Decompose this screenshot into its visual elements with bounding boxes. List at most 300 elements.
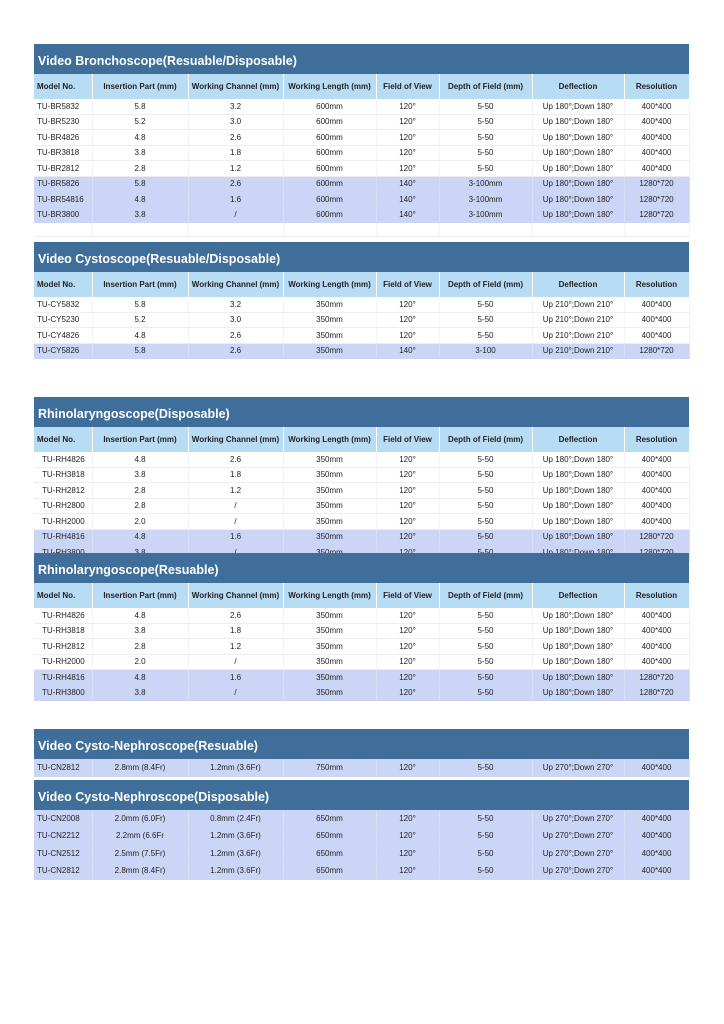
table-cell: 400*400 bbox=[624, 145, 689, 161]
table-cell: 5-50 bbox=[439, 862, 532, 880]
table-cell: 1280*720 bbox=[624, 176, 689, 192]
table-cell: 3.8 bbox=[92, 623, 188, 639]
table-cell: 2.8mm (8.4Fr) bbox=[92, 862, 188, 880]
table-cell: 4.8 bbox=[92, 328, 188, 344]
table-cell: 5.8 bbox=[92, 176, 188, 192]
table-cell: 650mm bbox=[283, 810, 376, 827]
table-cell: 400*400 bbox=[624, 514, 689, 530]
table-cell: 120° bbox=[376, 114, 439, 130]
table-cell: 5-50 bbox=[439, 845, 532, 863]
table-cell: 120° bbox=[376, 297, 439, 312]
table-cell: 1280*720 bbox=[624, 529, 689, 545]
table-cell: 1280*720 bbox=[624, 670, 689, 686]
column-header: Depth of Field (mm) bbox=[439, 583, 532, 608]
table-row bbox=[34, 467, 689, 483]
table-cell: 4.8 bbox=[92, 130, 188, 146]
table-row bbox=[34, 176, 689, 192]
table-cell: 5-50 bbox=[439, 114, 532, 130]
model-number-cell: TU-RH4826 bbox=[34, 608, 92, 623]
spec-table bbox=[34, 74, 690, 237]
table-cell: 400*400 bbox=[624, 312, 689, 328]
column-header: Depth of Field (mm) bbox=[439, 74, 532, 99]
spec-table bbox=[34, 272, 690, 359]
column-header: Resolution bbox=[624, 272, 689, 297]
table-row bbox=[34, 207, 689, 223]
table-cell: 2.0mm (6.0Fr) bbox=[92, 810, 188, 827]
table-cell: Up 270°;Down 270° bbox=[532, 827, 624, 845]
section-title: Rhinolaryngoscope(Resuable) bbox=[34, 553, 689, 583]
table-cell: Up 180°;Down 180° bbox=[532, 514, 624, 530]
table-cell: Up 270°;Down 270° bbox=[532, 845, 624, 863]
table-cell: 350mm bbox=[283, 343, 376, 359]
table-cell: 120° bbox=[376, 759, 439, 776]
table-cell: 400*400 bbox=[624, 827, 689, 845]
table-cell: 400*400 bbox=[624, 862, 689, 880]
table-cell: 5.8 bbox=[92, 99, 188, 114]
table-cell: 120° bbox=[376, 608, 439, 623]
table-cell: 1280*720 bbox=[624, 207, 689, 223]
table-cell: 4.8 bbox=[92, 452, 188, 467]
table-cell: 120° bbox=[376, 529, 439, 545]
model-number-cell: TU-CN2008 bbox=[34, 810, 92, 827]
table-row bbox=[34, 514, 689, 530]
table-cell: 1.6 bbox=[188, 192, 283, 208]
table-cell: 350mm bbox=[283, 312, 376, 328]
model-number-cell: TU-RH4816 bbox=[34, 529, 92, 545]
table-cell: 5-50 bbox=[439, 608, 532, 623]
section-rhinolaryngoscope-disposable bbox=[34, 397, 689, 561]
spec-table bbox=[34, 427, 690, 561]
table-cell: 120° bbox=[376, 161, 439, 177]
model-number-cell: TU-CN2212 bbox=[34, 827, 92, 845]
table-cell: 600mm bbox=[283, 192, 376, 208]
table-cell: Up 180°;Down 180° bbox=[532, 467, 624, 483]
table-cell: 2.6 bbox=[188, 328, 283, 344]
table-cell: 5.8 bbox=[92, 343, 188, 359]
table-cell: 1280*720 bbox=[624, 192, 689, 208]
table-cell bbox=[439, 223, 532, 237]
section-cysto-nephroscope-disposable bbox=[34, 780, 689, 880]
table-cell: 120° bbox=[376, 862, 439, 880]
table-cell: Up 180°;Down 180° bbox=[532, 192, 624, 208]
table-cell: 5-50 bbox=[439, 639, 532, 655]
model-number-cell: TU-BR5230 bbox=[34, 114, 92, 130]
table-cell: 5-50 bbox=[439, 529, 532, 545]
table-row bbox=[34, 685, 689, 701]
model-number-cell: TU-CY5230 bbox=[34, 312, 92, 328]
model-number-cell: TU-CY5826 bbox=[34, 343, 92, 359]
column-header: Model No. bbox=[34, 427, 92, 452]
table-cell: 120° bbox=[376, 685, 439, 701]
table-cell: Up 270°;Down 270° bbox=[532, 862, 624, 880]
column-header: Resolution bbox=[624, 427, 689, 452]
table-cell: 3-100 bbox=[439, 343, 532, 359]
table-cell: 5-50 bbox=[439, 452, 532, 467]
table-cell bbox=[92, 223, 188, 237]
model-number-cell: TU-CN2512 bbox=[34, 845, 92, 863]
table-cell: Up 180°;Down 180° bbox=[532, 452, 624, 467]
table-cell: / bbox=[188, 498, 283, 514]
table-cell: 650mm bbox=[283, 845, 376, 863]
section-title: Video Cystoscope(Resuable/Disposable) bbox=[34, 242, 689, 272]
table-cell: / bbox=[188, 654, 283, 670]
table-row bbox=[34, 670, 689, 686]
table-row bbox=[34, 312, 689, 328]
table-row bbox=[34, 759, 689, 776]
table-cell: 3.8 bbox=[92, 207, 188, 223]
table-cell: 120° bbox=[376, 312, 439, 328]
model-number-cell: TU-CN2812 bbox=[34, 862, 92, 880]
table-cell: 5-50 bbox=[439, 297, 532, 312]
table-row bbox=[34, 608, 689, 623]
column-header: Resolution bbox=[624, 583, 689, 608]
column-header: Model No. bbox=[34, 74, 92, 99]
table-cell: 5-50 bbox=[439, 99, 532, 114]
table-row bbox=[34, 328, 689, 344]
column-header: Working Length (mm) bbox=[283, 427, 376, 452]
table-cell: 600mm bbox=[283, 99, 376, 114]
column-header: Deflection bbox=[532, 583, 624, 608]
table-cell: / bbox=[188, 514, 283, 530]
model-number-cell: TU-RH4826 bbox=[34, 452, 92, 467]
table-cell: 600mm bbox=[283, 114, 376, 130]
table-cell: 400*400 bbox=[624, 498, 689, 514]
table-cell: 120° bbox=[376, 130, 439, 146]
table-cell: 2.8mm (8.4Fr) bbox=[92, 759, 188, 776]
table-cell: 350mm bbox=[283, 297, 376, 312]
table-cell: 120° bbox=[376, 827, 439, 845]
table-cell bbox=[376, 223, 439, 237]
table-row bbox=[34, 343, 689, 359]
model-number-cell: TU-RH2812 bbox=[34, 639, 92, 655]
table-cell: 1.6 bbox=[188, 529, 283, 545]
table-cell: 650mm bbox=[283, 827, 376, 845]
table-cell: 350mm bbox=[283, 608, 376, 623]
column-header: Insertion Part (mm) bbox=[92, 427, 188, 452]
table-cell: 120° bbox=[376, 99, 439, 114]
table-cell: Up 180°;Down 180° bbox=[532, 685, 624, 701]
column-header: Depth of Field (mm) bbox=[439, 272, 532, 297]
table-cell: Up 210°;Down 210° bbox=[532, 343, 624, 359]
table-cell: 400*400 bbox=[624, 639, 689, 655]
table-cell: 5-50 bbox=[439, 161, 532, 177]
table-row bbox=[34, 845, 689, 863]
table-cell: 2.2mm (6.6Fr bbox=[92, 827, 188, 845]
table-cell: Up 270°;Down 270° bbox=[532, 759, 624, 776]
table-cell: 5-50 bbox=[439, 670, 532, 686]
model-number-cell: TU-CY5832 bbox=[34, 297, 92, 312]
column-header: Resolution bbox=[624, 74, 689, 99]
header-row bbox=[34, 272, 689, 297]
table-cell bbox=[188, 223, 283, 237]
table-cell: 120° bbox=[376, 498, 439, 514]
table-cell: 400*400 bbox=[624, 654, 689, 670]
table-cell: 3.2 bbox=[188, 99, 283, 114]
table-cell: 5-50 bbox=[439, 810, 532, 827]
table-cell: 350mm bbox=[283, 483, 376, 499]
table-cell: 2.8 bbox=[92, 483, 188, 499]
table-cell: Up 180°;Down 180° bbox=[532, 654, 624, 670]
section-rhinolaryngoscope-resuable bbox=[34, 553, 689, 701]
table-cell: 1.2 bbox=[188, 161, 283, 177]
table-cell: Up 180°;Down 180° bbox=[532, 529, 624, 545]
spec-table bbox=[34, 759, 690, 777]
table-row bbox=[34, 223, 689, 237]
table-cell: 5.8 bbox=[92, 297, 188, 312]
section-title: Video Cysto-Nephroscope(Resuable) bbox=[34, 729, 689, 759]
table-cell: 400*400 bbox=[624, 452, 689, 467]
column-header: Depth of Field (mm) bbox=[439, 427, 532, 452]
model-number-cell: TU-BR5826 bbox=[34, 176, 92, 192]
table-cell: 120° bbox=[376, 145, 439, 161]
table-cell: Up 180°;Down 180° bbox=[532, 670, 624, 686]
column-header: Working Channel (mm) bbox=[188, 272, 283, 297]
header-row bbox=[34, 427, 689, 452]
table-cell: 1.2mm (3.6Fr) bbox=[188, 759, 283, 776]
table-cell: Up 180°;Down 180° bbox=[532, 207, 624, 223]
column-header: Field of View bbox=[376, 427, 439, 452]
table-cell: 5.2 bbox=[92, 312, 188, 328]
table-cell: 120° bbox=[376, 654, 439, 670]
table-row bbox=[34, 623, 689, 639]
table-cell: 400*400 bbox=[624, 608, 689, 623]
table-cell: 400*400 bbox=[624, 161, 689, 177]
table-cell: 5-50 bbox=[439, 685, 532, 701]
table-cell: 2.8 bbox=[92, 639, 188, 655]
table-cell: 5.2 bbox=[92, 114, 188, 130]
table-cell: 1.8 bbox=[188, 145, 283, 161]
table-cell: / bbox=[188, 207, 283, 223]
table-cell: 400*400 bbox=[624, 297, 689, 312]
table-cell: 400*400 bbox=[624, 810, 689, 827]
table-cell: 2.0 bbox=[92, 654, 188, 670]
table-cell: 3.2 bbox=[188, 297, 283, 312]
table-cell: 350mm bbox=[283, 498, 376, 514]
table-cell: 400*400 bbox=[624, 759, 689, 776]
table-cell: 600mm bbox=[283, 145, 376, 161]
table-row bbox=[34, 192, 689, 208]
table-cell: 4.8 bbox=[92, 529, 188, 545]
column-header: Deflection bbox=[532, 74, 624, 99]
table-cell: 3-100mm bbox=[439, 207, 532, 223]
table-cell: Up 180°;Down 180° bbox=[532, 161, 624, 177]
section-title: Rhinolaryngoscope(Disposable) bbox=[34, 397, 689, 427]
table-cell: Up 210°;Down 210° bbox=[532, 297, 624, 312]
table-row bbox=[34, 145, 689, 161]
table-cell: 4.8 bbox=[92, 608, 188, 623]
table-cell: 600mm bbox=[283, 207, 376, 223]
section-video-cystoscope bbox=[34, 242, 689, 359]
table-cell: 140° bbox=[376, 192, 439, 208]
table-cell: 120° bbox=[376, 452, 439, 467]
table-cell: 400*400 bbox=[624, 99, 689, 114]
table-cell: 350mm bbox=[283, 328, 376, 344]
table-cell: 400*400 bbox=[624, 483, 689, 499]
table-cell: 350mm bbox=[283, 670, 376, 686]
table-cell: 5-50 bbox=[439, 483, 532, 499]
table-row bbox=[34, 99, 689, 114]
table-row bbox=[34, 827, 689, 845]
column-header: Working Length (mm) bbox=[283, 272, 376, 297]
section-video-bronchoscope bbox=[34, 44, 689, 237]
table-cell: Up 180°;Down 180° bbox=[532, 639, 624, 655]
table-cell: 2.8 bbox=[92, 498, 188, 514]
table-row bbox=[34, 297, 689, 312]
column-header: Working Length (mm) bbox=[283, 583, 376, 608]
table-cell: Up 180°;Down 180° bbox=[532, 176, 624, 192]
table-cell: 5-50 bbox=[439, 623, 532, 639]
table-cell: 350mm bbox=[283, 514, 376, 530]
table-cell: 350mm bbox=[283, 529, 376, 545]
table-cell: 600mm bbox=[283, 176, 376, 192]
table-cell: 750mm bbox=[283, 759, 376, 776]
table-cell: 140° bbox=[376, 207, 439, 223]
table-cell: 350mm bbox=[283, 452, 376, 467]
column-header: Field of View bbox=[376, 583, 439, 608]
table-cell: 5-50 bbox=[439, 654, 532, 670]
table-cell: 2.6 bbox=[188, 608, 283, 623]
table-cell: 5-50 bbox=[439, 145, 532, 161]
table-cell: 400*400 bbox=[624, 328, 689, 344]
spec-table bbox=[34, 583, 690, 701]
model-number-cell: TU-CN2812 bbox=[34, 759, 92, 776]
table-cell: Up 180°;Down 180° bbox=[532, 114, 624, 130]
table-row bbox=[34, 529, 689, 545]
table-cell: 5-50 bbox=[439, 312, 532, 328]
table-cell: 0.8mm (2.4Fr) bbox=[188, 810, 283, 827]
table-cell: 600mm bbox=[283, 130, 376, 146]
header-row bbox=[34, 583, 689, 608]
table-row bbox=[34, 114, 689, 130]
model-number-cell: TU-BR4826 bbox=[34, 130, 92, 146]
table-cell: 1.8 bbox=[188, 623, 283, 639]
model-number-cell: TU-BR3818 bbox=[34, 145, 92, 161]
table-row bbox=[34, 639, 689, 655]
table-cell: 1.2 bbox=[188, 639, 283, 655]
column-header: Working Channel (mm) bbox=[188, 427, 283, 452]
table-cell: 120° bbox=[376, 623, 439, 639]
table-cell: 4.8 bbox=[92, 670, 188, 686]
model-number-cell: TU-BR54816 bbox=[34, 192, 92, 208]
table-cell: 2.6 bbox=[188, 130, 283, 146]
table-cell: 600mm bbox=[283, 161, 376, 177]
table-cell: Up 180°;Down 180° bbox=[532, 130, 624, 146]
column-header: Model No. bbox=[34, 272, 92, 297]
table-cell: Up 180°;Down 180° bbox=[532, 608, 624, 623]
model-number-cell: TU-RH2000 bbox=[34, 514, 92, 530]
table-cell: 5-50 bbox=[439, 759, 532, 776]
table-cell: 4.8 bbox=[92, 192, 188, 208]
table-cell: 1280*720 bbox=[624, 685, 689, 701]
table-cell: 5-50 bbox=[439, 130, 532, 146]
model-number-cell: TU-RH2000 bbox=[34, 654, 92, 670]
model-number-cell: TU-RH3818 bbox=[34, 467, 92, 483]
table-cell: Up 180°;Down 180° bbox=[532, 145, 624, 161]
section-title: Video Bronchoscope(Resuable/Disposable) bbox=[34, 44, 689, 74]
table-cell: 140° bbox=[376, 176, 439, 192]
model-number-cell: TU-RH3818 bbox=[34, 623, 92, 639]
table-row bbox=[34, 130, 689, 146]
spec-table bbox=[34, 810, 690, 880]
table-cell: 1.2mm (3.6Fr) bbox=[188, 862, 283, 880]
table-cell: Up 180°;Down 180° bbox=[532, 498, 624, 514]
table-cell: Up 180°;Down 180° bbox=[532, 483, 624, 499]
table-cell: 400*400 bbox=[624, 130, 689, 146]
table-cell: 2.6 bbox=[188, 176, 283, 192]
header-row bbox=[34, 74, 689, 99]
table-cell: 3.8 bbox=[92, 145, 188, 161]
table-cell: Up 180°;Down 180° bbox=[532, 99, 624, 114]
column-header: Insertion Part (mm) bbox=[92, 74, 188, 99]
model-number-cell: TU-RH2800 bbox=[34, 498, 92, 514]
table-row bbox=[34, 483, 689, 499]
table-cell: Up 270°;Down 270° bbox=[532, 810, 624, 827]
table-cell: / bbox=[188, 685, 283, 701]
table-cell bbox=[624, 223, 689, 237]
table-cell bbox=[532, 223, 624, 237]
table-cell: 120° bbox=[376, 670, 439, 686]
table-cell bbox=[283, 223, 376, 237]
table-cell: 120° bbox=[376, 639, 439, 655]
column-header: Model No. bbox=[34, 583, 92, 608]
table-cell: 120° bbox=[376, 467, 439, 483]
table-cell: 3-100mm bbox=[439, 192, 532, 208]
column-header: Field of View bbox=[376, 272, 439, 297]
table-cell: 2.6 bbox=[188, 343, 283, 359]
table-cell: 650mm bbox=[283, 862, 376, 880]
table-cell: 350mm bbox=[283, 467, 376, 483]
table-cell: 350mm bbox=[283, 623, 376, 639]
table-cell: 5-50 bbox=[439, 328, 532, 344]
table-cell: 2.0 bbox=[92, 514, 188, 530]
table-cell: 3.0 bbox=[188, 114, 283, 130]
table-cell: 1.2mm (3.6Fr) bbox=[188, 845, 283, 863]
table-cell: 3.0 bbox=[188, 312, 283, 328]
table-cell: 1.2mm (3.6Fr) bbox=[188, 827, 283, 845]
column-header: Deflection bbox=[532, 427, 624, 452]
table-cell: 120° bbox=[376, 483, 439, 499]
table-cell: 120° bbox=[376, 328, 439, 344]
table-cell: 1.8 bbox=[188, 467, 283, 483]
table-row bbox=[34, 498, 689, 514]
table-cell: 5-50 bbox=[439, 467, 532, 483]
table-cell: 5-50 bbox=[439, 514, 532, 530]
table-cell: 1280*720 bbox=[624, 343, 689, 359]
table-cell: 400*400 bbox=[624, 467, 689, 483]
section-title: Video Cysto-Nephroscope(Disposable) bbox=[34, 780, 689, 810]
table-row bbox=[34, 654, 689, 670]
model-number-cell: TU-CY4826 bbox=[34, 328, 92, 344]
table-cell: 2.6 bbox=[188, 452, 283, 467]
table-row bbox=[34, 862, 689, 880]
section-cysto-nephroscope-resuable bbox=[34, 729, 689, 777]
model-number-cell bbox=[34, 223, 92, 237]
table-cell: 3-100mm bbox=[439, 176, 532, 192]
column-header: Insertion Part (mm) bbox=[92, 583, 188, 608]
model-number-cell: TU-BR3800 bbox=[34, 207, 92, 223]
table-cell: 1.2 bbox=[188, 483, 283, 499]
table-cell: 350mm bbox=[283, 654, 376, 670]
table-row bbox=[34, 452, 689, 467]
table-row bbox=[34, 161, 689, 177]
column-header: Deflection bbox=[532, 272, 624, 297]
table-cell: 120° bbox=[376, 845, 439, 863]
table-cell: 2.5mm (7.5Fr) bbox=[92, 845, 188, 863]
table-cell: 5-50 bbox=[439, 498, 532, 514]
column-header: Working Channel (mm) bbox=[188, 583, 283, 608]
model-number-cell: TU-BR5832 bbox=[34, 99, 92, 114]
table-cell: 120° bbox=[376, 810, 439, 827]
